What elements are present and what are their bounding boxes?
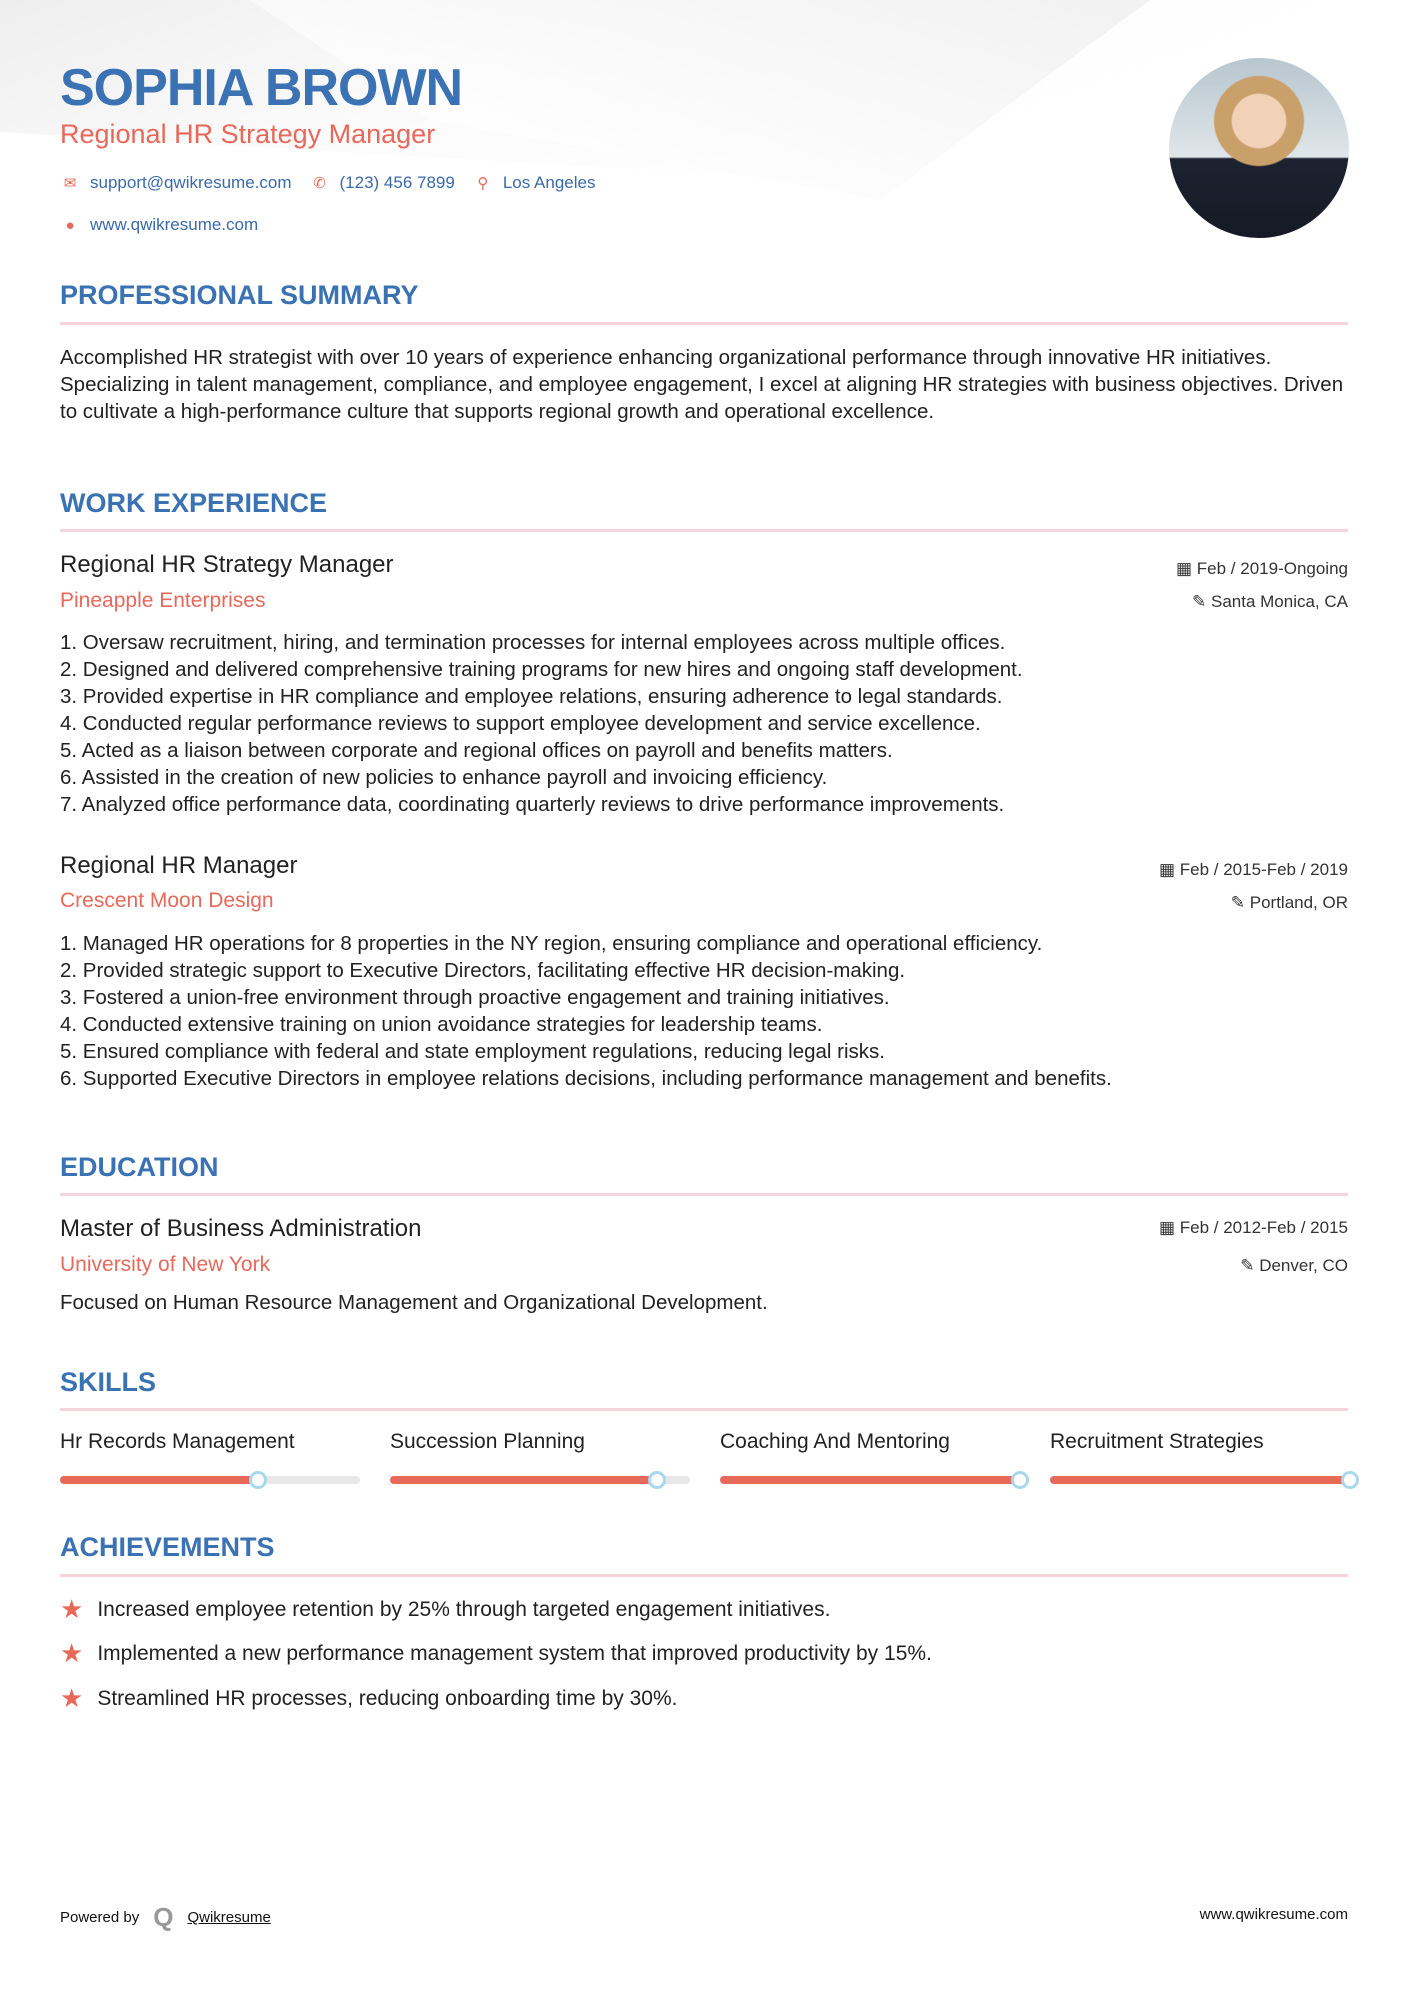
- list-item: 6. Supported Executive Directors in employee relations decisions, including performance management and benefits.: [60, 1067, 1112, 1090]
- location-text: Denver, CO: [1259, 1256, 1348, 1275]
- date-text: Feb / 2019-Ongoing: [1196, 559, 1348, 578]
- location-pin-icon: ⚲: [477, 175, 489, 192]
- calendar-icon: ▦: [1158, 860, 1180, 879]
- star-icon: ★: [60, 1594, 84, 1624]
- brand-link[interactable]: Qwikresume: [187, 1909, 271, 1926]
- list-item: 2. Designed and delivered comprehensive training programs for new hires and ongoing staff development.: [60, 658, 1023, 681]
- pin-icon: ✎: [1192, 592, 1211, 611]
- candidate-title: Regional HR Strategy Manager: [60, 119, 436, 149]
- job-date: [1176, 559, 1348, 579]
- skill-bar: [60, 1476, 360, 1484]
- achievement-item: [60, 1683, 677, 1714]
- job-bullets: [60, 629, 1023, 818]
- skill-item: [390, 1430, 690, 1484]
- school-name: University of New York: [60, 1253, 271, 1276]
- star-icon: ★: [60, 1638, 84, 1668]
- section-heading-experience: WORK EXPERIENCE: [60, 488, 328, 518]
- location-text: Los Angeles: [502, 173, 596, 192]
- section-heading-summary: PROFESSIONAL SUMMARY: [60, 280, 419, 310]
- list-item: 4. Conducted regular performance reviews to support employee development and service excellence.: [60, 712, 981, 735]
- list-item: 3. Fostered a union-free environment through proactive engagement and training initiatives.: [60, 986, 890, 1009]
- skill-item: [1050, 1430, 1350, 1484]
- education-date: [1159, 1218, 1348, 1238]
- globe-icon: ●: [65, 216, 75, 234]
- profile-photo: [1169, 58, 1349, 238]
- skill-bar: [390, 1476, 690, 1484]
- skill-name: Recruitment Strategies: [1050, 1430, 1264, 1453]
- section-heading-achievements: ACHIEVEMENTS: [60, 1532, 275, 1562]
- skill-bar-fill: [1050, 1476, 1350, 1484]
- section-divider: [60, 322, 1348, 325]
- location-text: Santa Monica, CA: [1210, 592, 1348, 611]
- skill-bar-fill: [60, 1476, 258, 1484]
- list-item: 5. Ensured compliance with federal and state employment regulations, reducing legal risks.: [60, 1040, 885, 1063]
- list-item: 3. Provided expertise in HR compliance and employee relations, ensuring adherence to legal standards.: [60, 685, 1003, 708]
- skill-bar-knob: [1341, 1471, 1359, 1489]
- skill-item: [720, 1430, 1020, 1484]
- job-date: [1159, 860, 1348, 880]
- qwikresume-logo-icon: Q: [153, 1902, 174, 1932]
- list-item: 1. Oversaw recruitment, hiring, and termination processes for internal employees across multiple offices.: [60, 631, 1006, 654]
- email-icon: ✉: [63, 175, 77, 192]
- company-name: Pineapple Enterprises: [60, 589, 266, 612]
- website-row: [60, 215, 258, 235]
- date-text: Feb / 2015-Feb / 2019: [1179, 860, 1348, 879]
- job-title: Regional HR Manager: [60, 852, 298, 879]
- skill-bar-knob: [648, 1471, 666, 1489]
- skill-bar: [1050, 1476, 1350, 1484]
- contact-row: [60, 173, 595, 193]
- phone-icon: ✆: [313, 175, 326, 192]
- achievement-text: Streamlined HR processes, reducing onboarding time by 30%.: [97, 1686, 678, 1710]
- education-location: [1240, 1256, 1348, 1276]
- skill-name: Coaching And Mentoring: [720, 1430, 950, 1453]
- skill-bar-knob: [249, 1471, 267, 1489]
- job-title: Regional HR Strategy Manager: [60, 551, 394, 578]
- education-description: Focused on Human Resource Management and Organizational Development.: [60, 1291, 768, 1314]
- star-icon: ★: [60, 1683, 84, 1713]
- skill-name: Hr Records Management: [60, 1430, 295, 1453]
- section-divider: [60, 1193, 1348, 1196]
- footer-powered: [60, 1902, 271, 1933]
- list-item: 4. Conducted extensive training on union avoidance strategies for leadership teams.: [60, 1013, 823, 1036]
- company-name: Crescent Moon Design: [60, 889, 274, 912]
- list-item: 7. Analyzed office performance data, coordinating quarterly reviews to drive performance improvements.: [60, 793, 1005, 816]
- list-item: 2. Provided strategic support to Executive Directors, facilitating effective HR decision-making.: [60, 959, 906, 982]
- degree-title: Master of Business Administration: [60, 1215, 422, 1242]
- skill-item: [60, 1430, 360, 1484]
- list-item: 1. Managed HR operations for 8 properties in the NY region, ensuring compliance and operational efficiency.: [60, 932, 1043, 955]
- location-text: Portland, OR: [1249, 893, 1348, 912]
- powered-by-text: Powered by: [60, 1909, 140, 1926]
- skill-bar: [720, 1476, 1020, 1484]
- section-heading-skills: SKILLS: [60, 1367, 157, 1397]
- achievement-text: Implemented a new performance management system that improved productivity by 15%.: [97, 1641, 932, 1665]
- email-link[interactable]: support@qwikresume.com: [90, 173, 292, 192]
- achievement-text: Increased employee retention by 25% through targeted engagement initiatives.: [97, 1597, 831, 1621]
- skill-bar-fill: [390, 1476, 657, 1484]
- skill-bar-knob: [1011, 1471, 1029, 1489]
- list-item: 5. Acted as a liaison between corporate and regional offices on payroll and benefits matters.: [60, 739, 893, 762]
- achievement-item: [60, 1638, 932, 1669]
- pin-icon: ✎: [1230, 893, 1250, 912]
- skill-bar-fill: [720, 1476, 1020, 1484]
- job-location: [1231, 893, 1348, 913]
- section-heading-education: EDUCATION: [60, 1152, 219, 1182]
- calendar-icon: ▦: [1175, 559, 1197, 578]
- website-link[interactable]: www.qwikresume.com: [90, 215, 259, 234]
- footer-url[interactable]: www.qwikresume.com: [1199, 1906, 1348, 1923]
- section-divider: [60, 1574, 1348, 1577]
- job-location: [1192, 592, 1348, 612]
- job-bullets: [60, 930, 1112, 1092]
- skill-name: Succession Planning: [390, 1430, 585, 1453]
- candidate-name: SOPHIA BROWN: [60, 59, 463, 117]
- list-item: 6. Assisted in the creation of new policies to enhance payroll and invoicing efficiency.: [60, 766, 828, 789]
- summary-text: Accomplished HR strategist with over 10 years of experience enhancing organizational performance through innovative HR initiatives. Specializing in talent management, compliance, and employee engagement, I excel at aligning HR strategies with business objectives. Driven to cultivate a high-performance culture that supports regional growth and operational excellence.: [60, 346, 1344, 423]
- date-text: Feb / 2012-Feb / 2015: [1179, 1218, 1348, 1237]
- skills-list: [60, 1430, 1350, 1484]
- achievement-item: [60, 1594, 830, 1625]
- pin-icon: ✎: [1240, 1256, 1260, 1275]
- phone-text: (123) 456 7899: [339, 173, 455, 192]
- calendar-icon: ▦: [1158, 1218, 1180, 1237]
- section-divider: [60, 1408, 1348, 1411]
- section-divider: [60, 529, 1348, 532]
